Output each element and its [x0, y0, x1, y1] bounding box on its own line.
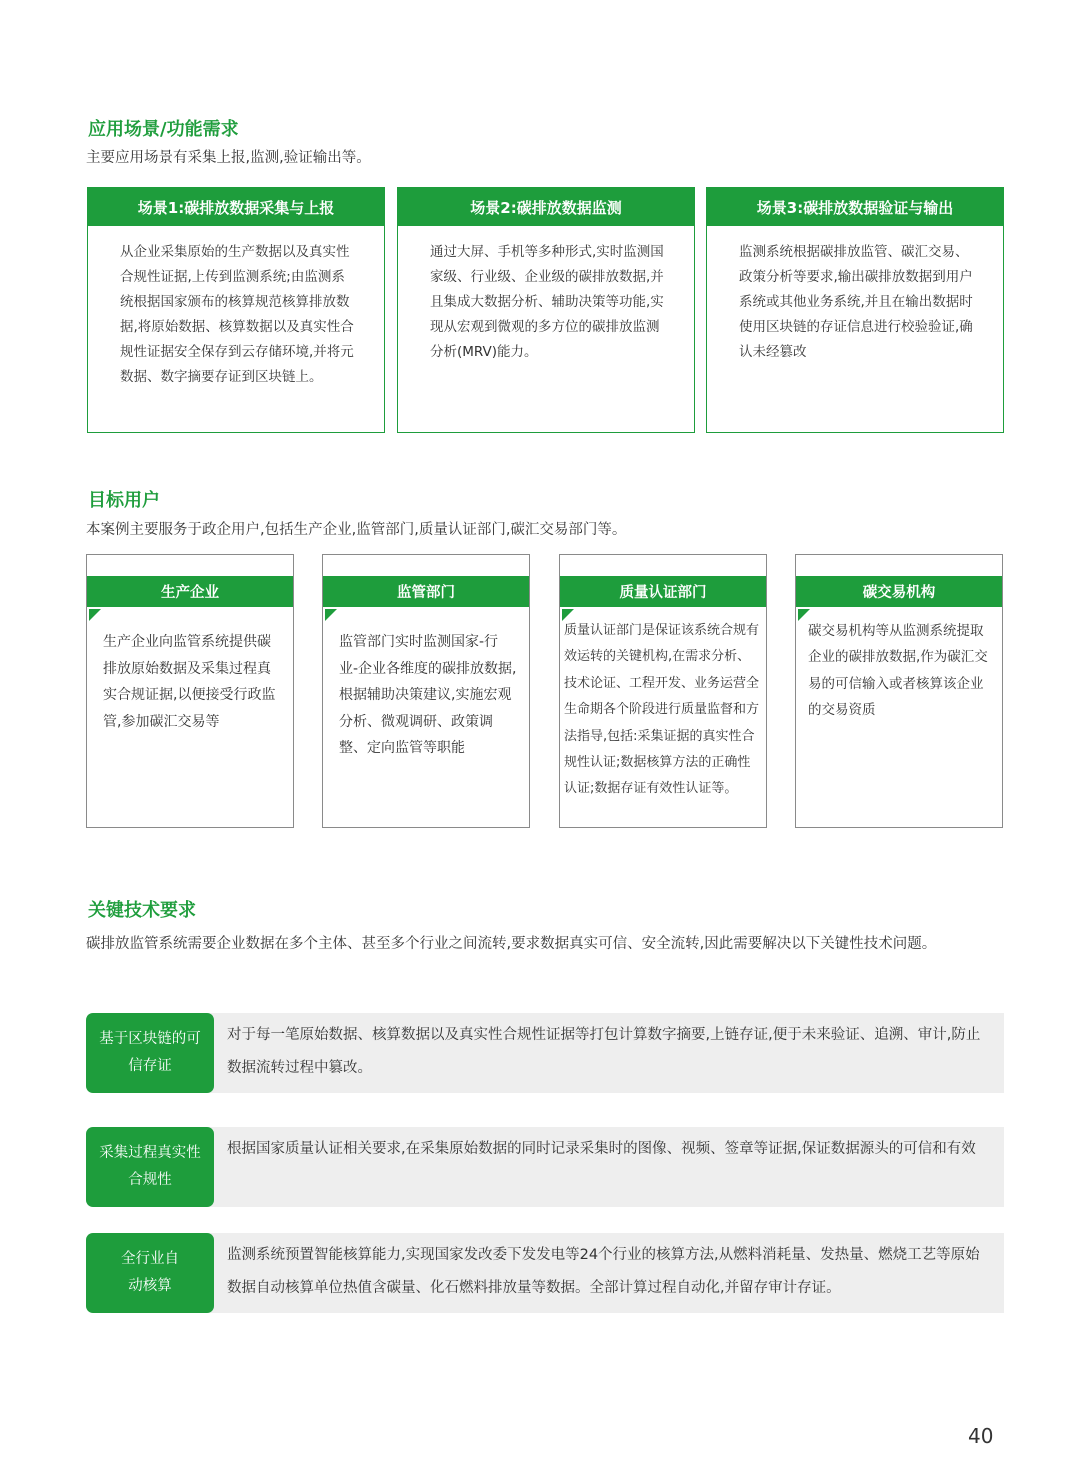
- scenario-card-body: 通过大屏、手机等多种形式,实时监测国家级、行业级、企业级的碳排放数据,并且集成大数据分析、辅助决策等功能,实现从宏观到微观的多方位的碳排放监测分析(MRV)能力。: [430, 244, 664, 360]
- tech-item-text: 对于每一笔原始数据、核算数据以及真实性合规性证据等打包计算数字摘要,上链存证,便于未来验证、追溯、审计,防止数据流转过程中篡改。: [227, 1027, 981, 1076]
- section-intro-tech: 碳排放监管系统需要企业数据在多个主体、甚至多个行业之间流转,要求数据真实可信、安全流转,因此需要解决以下关键性技术问题。: [86, 936, 937, 952]
- page-number: 40: [968, 1424, 994, 1448]
- section-title-users: 目标用户: [88, 490, 160, 511]
- scenario-card-title: 场景2:碳排放数据监测: [398, 188, 694, 226]
- corner-triangle-icon: [89, 609, 101, 621]
- scenario-card-body: 从企业采集原始的生产数据以及真实性合规性证据,上传到监测系统;由监测系统根据国家颁布的核算规范核算排放数据,将原始数据、核算数据以及真实性合规性证据安全保存到云存储环境,并将元数据、数字摘要存证到区块链上。: [120, 244, 354, 385]
- tech-item-tag: 采集过程真实性合规性: [86, 1127, 214, 1207]
- user-card-title: 质量认证部门: [560, 576, 766, 607]
- corner-triangle-icon: [325, 609, 337, 621]
- tech-item-tag: 基于区块链的可信存证: [86, 1013, 214, 1093]
- tech-item-collection: [86, 1127, 1004, 1207]
- tech-item-tag: 全行业自动核算: [86, 1233, 214, 1313]
- tech-item-accounting: [86, 1233, 1004, 1313]
- user-card-certification: [559, 554, 767, 828]
- scenario-card-2: [397, 187, 695, 433]
- user-card-body: 碳交易机构等从监测系统提取企业的碳排放数据,作为碳汇交易的可信输入或者核算该企业的交易资质: [808, 623, 988, 719]
- scenario-card-3: [706, 187, 1004, 433]
- section-intro-scenarios: 主要应用场景有采集上报,监测,验证输出等。: [86, 150, 371, 166]
- user-card-exchange: [795, 554, 1003, 828]
- scenario-card-title: 场景3:碳排放数据验证与输出: [707, 188, 1003, 226]
- user-card-body: 监管部门实时监测国家-行业-企业各维度的碳排放数据,根据辅助决策建议,实施宏观分析、微观调研、政策调整、定向监管等职能: [339, 634, 517, 756]
- user-card-production: [86, 554, 294, 828]
- tech-item-text: 监测系统预置智能核算能力,实现国家发改委下发发电等24个行业的核算方法,从燃料消耗量、发热量、燃烧工艺等原始数据自动核算单位热值含碳量、化石燃料排放量等数据。全部计算过程自动化,并留存审计存证。: [227, 1247, 980, 1296]
- user-card-regulator: [322, 554, 530, 828]
- user-card-title: 生产企业: [87, 576, 293, 607]
- section-title-scenarios: 应用场景/功能需求: [88, 119, 239, 140]
- scenario-card-1: [87, 187, 385, 433]
- user-card-body: 生产企业向监管系统提供碳排放原始数据及采集过程真实合规证据,以便接受行政监管,参加碳汇交易等: [103, 634, 276, 730]
- section-intro-users: 本案例主要服务于政企用户,包括生产企业,监管部门,质量认证部门,碳汇交易部门等。: [86, 522, 627, 538]
- tech-item-text: 根据国家质量认证相关要求,在采集原始数据的同时记录采集时的图像、视频、签章等证据,保证数据源头的可信和有效: [227, 1141, 976, 1157]
- user-card-title: 监管部门: [323, 576, 529, 607]
- user-card-title: 碳交易机构: [796, 576, 1002, 607]
- scenario-card-title: 场景1:碳排放数据采集与上报: [88, 188, 384, 226]
- section-title-tech: 关键技术要求: [88, 900, 196, 921]
- tech-item-blockchain: [86, 1013, 1004, 1093]
- scenario-card-body: 监测系统根据碳排放监管、碳汇交易、政策分析等要求,输出碳排放数据到用户系统或其他业务系统,并且在输出数据时使用区块链的存证信息进行校验验证,确认未经篡改: [739, 244, 973, 360]
- user-card-body: 质量认证部门是保证该系统合规有效运转的关键机构,在需求分析、技术论证、工程开发、业务运营全生命期各个阶段进行质量监督和方法指导,包括:采集证据的真实性合规性认证;数据核算方法的正确性认证;数据存证有效性认证等。: [564, 623, 760, 797]
